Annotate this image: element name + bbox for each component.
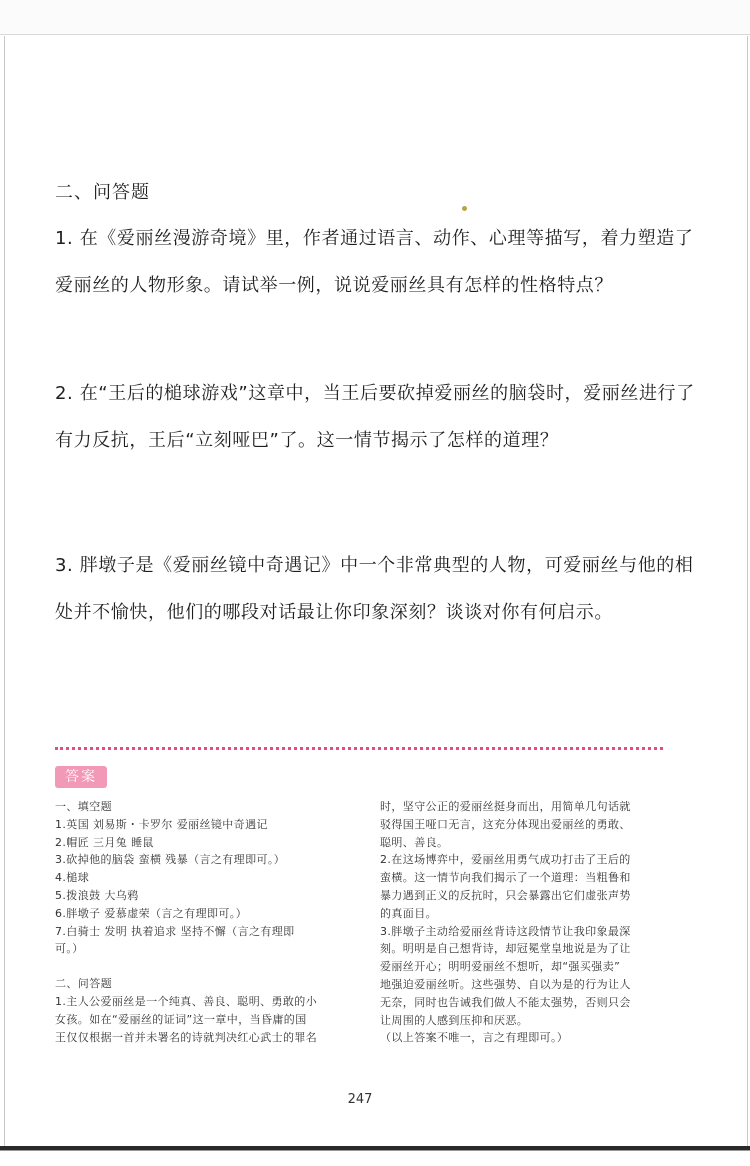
answer-line: 2.在这场博弈中，爱丽丝用勇气成功打击了王后的 [380,853,631,867]
question-3: 3. 胖墩子是《爱丽丝镜中奇遇记》中一个非常典型的人物，可爱丽丝与他的相处并不愉快，他们的哪段对话最让你印象深刻？谈谈对你有何启示。 [55,555,694,623]
answer-line: 爱丽丝开心；明明爱丽丝不想听，却“强买强卖” [380,960,621,974]
section-title: 二、问答题 [55,182,150,203]
answer-line: 让周围的人感到压抑和厌恶。 [380,1013,529,1027]
dotted-divider [55,747,663,750]
answers-left-column [55,798,360,1046]
previous-page-edge [0,0,750,35]
answer-line: 6.胖墩子 爱慕虚荣（言之有理即可。） [55,906,248,920]
answer-line: 的真面目。 [380,906,437,920]
page-number: 247 [347,1092,373,1107]
question-2: 2. 在“王后的槌球游戏”这章中，当王后要砍掉爱丽丝的脑袋时，爱丽丝进行了有力反抗，王后“立刻哑巴”了。这一情节揭示了怎样的道理？ [55,383,695,451]
answer-line: 王仅仅根据一首并未署名的诗就判决红心武士的罪名 [55,1030,318,1044]
answer-line: 4.槌球 [55,871,90,885]
question-1: 1. 在《爱丽丝漫游奇境》里，作者通过语言、动作、心理等描写，着力塑造了爱丽丝的人物形象。请试举一例，说说爱丽丝具有怎样的性格特点？ [55,228,694,296]
answer-gap [55,958,360,975]
answers-right-column [380,798,670,1047]
answer-line: 无奈，同时也告诫我们做人不能太强势，否则只会 [380,995,631,1009]
answer-line: 时，坚守公正的爱丽丝挺身而出，用简单几句话就 [380,800,631,813]
answer-line: 聪明、善良。 [380,835,449,849]
paper-speck [462,206,467,211]
answer-badge: 答案 [55,766,107,788]
answer-line: 蛮横。这一情节向我们揭示了一个道理：当粗鲁和 [380,871,631,885]
answer-line: 驳得国王哑口无言，这充分体现出爱丽丝的勇敢、 [380,817,631,831]
answer-line: 1.英国 刘易斯・卡罗尔 爱丽丝镜中奇遇记 [55,817,268,831]
answer-line: （以上答案不唯一，言之有理即可。） [380,1031,569,1045]
answer-line: 刻。明明是自己想背诗，却冠冕堂皇地说是为了让 [380,942,631,956]
answer-line: 2.帽匠 三月兔 睡鼠 [55,835,154,849]
answer-line: 地强迫爱丽丝听。这些强势、自以为是的行为让人 [380,977,631,991]
answer-line: 暴力遇到正义的反抗时，只会暴露出它们虚张声势 [380,888,631,902]
answer-line: 5.拨浪鼓 大乌鸦 [55,888,139,902]
answer-line: 7.白骑士 发明 执着追求 坚持不懈（言之有理即 [55,924,295,938]
answer-line: 一、填空题 [55,800,112,813]
answer-line: 二、问答题 [55,977,112,991]
answer-line: 1.主人公爱丽丝是一个纯真、善良、聪明、勇敢的小 [55,994,318,1008]
page-bottom-shadow [0,1150,750,1151]
answer-line: 3.胖墩子主动给爱丽丝背诗这段情节让我印象最深 [380,924,631,938]
answer-line: 3.砍掉他的脑袋 蛮横 残暴（言之有理即可。） [55,853,286,867]
answer-line: 可。） [55,942,84,956]
answer-line: 女孩。如在“爱丽丝的证词”这一章中，当昏庸的国 [55,1012,307,1026]
